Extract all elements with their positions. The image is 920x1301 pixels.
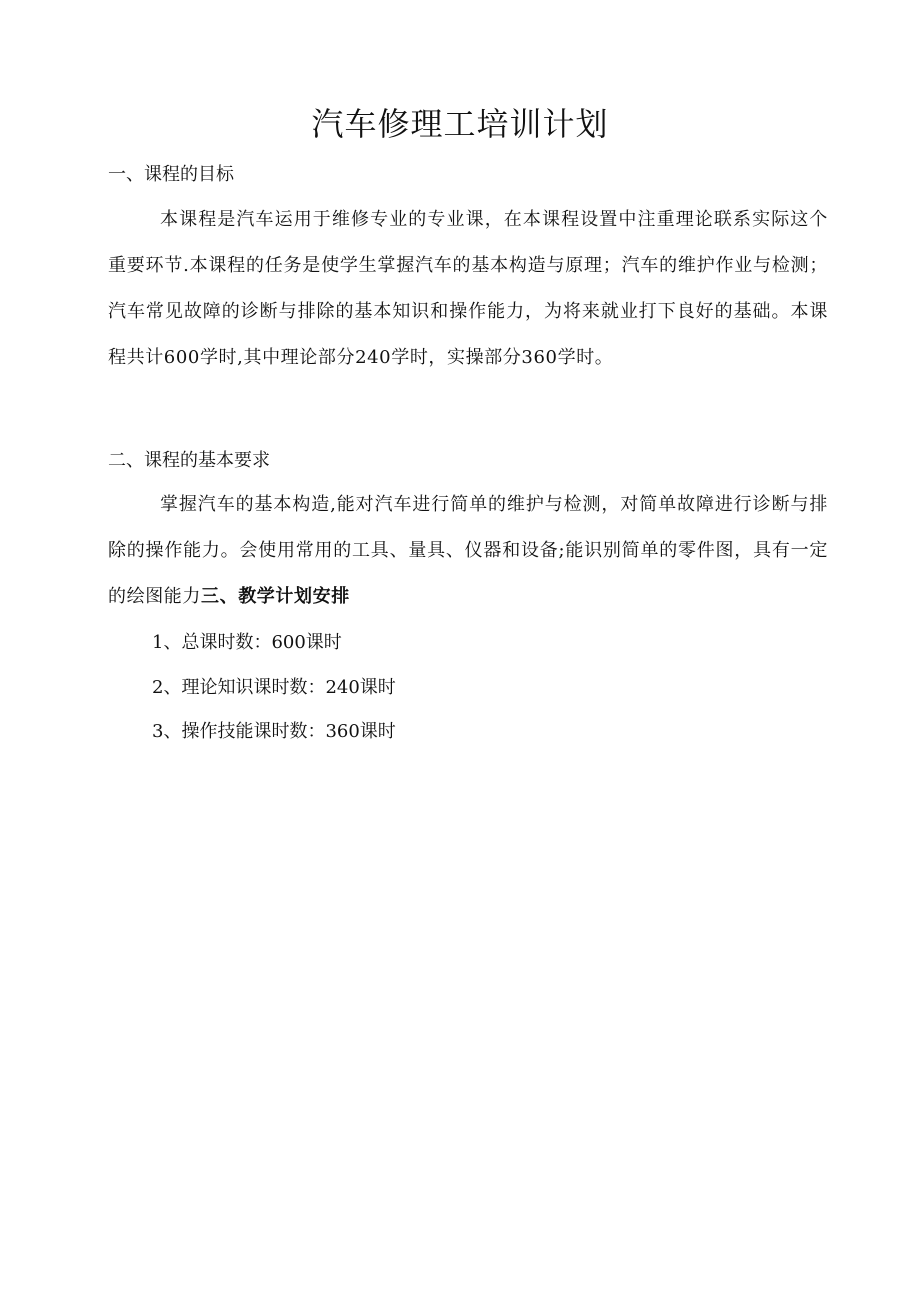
section-heading-goals: 一、课程的目标 <box>108 164 234 185</box>
list-item-practice-hours: 3、操作技能课时数：360课时 <box>152 721 396 742</box>
paragraph-requirements <box>108 482 828 620</box>
section-heading-plan: 三、教学计划安排 <box>201 586 350 607</box>
document-title: 汽车修理工培训计划 <box>311 105 609 143</box>
section-heading-requirements: 二、课程的基本要求 <box>108 450 270 471</box>
list-item-total-hours: 1、总课时数：600课时 <box>152 632 342 653</box>
list-item-theory-hours: 2、理论知识课时数：240课时 <box>152 677 396 698</box>
paragraph-goals: 本课程是汽车运用于维修专业的专业课，在本课程设置中注重理论联系实际这个重要环节.本课程的任务是使学生掌握汽车的基本构造与原理；汽车的维护作业与检测；汽车常见故障的诊断与排除的基本知识和操作能力，为将来就业打下良好的基础。本课程共计600学时,其中理论部分240学时，实操部分360学时。 <box>108 209 828 368</box>
paragraph-requirements-text: 掌握汽车的基本构造,能对汽车进行简单的维护与检测，对简单故障进行诊断与排除的操作能力。会使用常用的工具、量具、仪器和设备;能识别简单的零件图，具有一定的绘图能力 <box>108 494 828 607</box>
